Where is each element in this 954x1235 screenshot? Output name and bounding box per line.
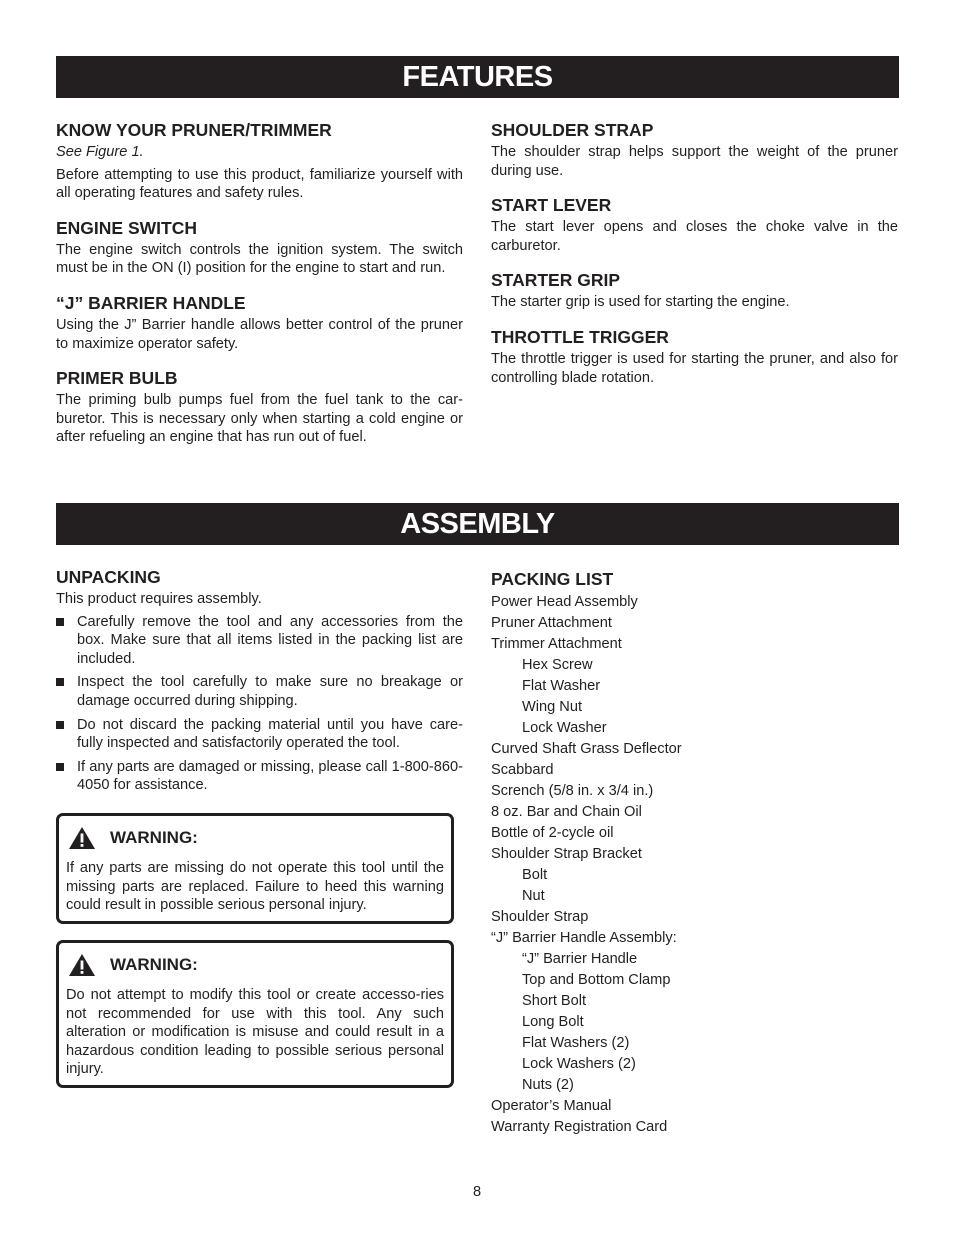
list-item: Nuts (2) [522,1077,574,1093]
warning-label: WARNING: [110,828,198,847]
list-item: Flat Washers (2) [522,1035,630,1051]
warning-label: WARNING: [110,955,198,974]
warning-triangle-icon [68,826,96,850]
section-heading: PRIMER BULB [56,368,178,389]
assembly-banner: ASSEMBLY [56,503,899,545]
section-text: The start lever opens and closes the choke valve in the carburetor. [491,219,898,254]
list-item: Long Bolt [522,1014,584,1030]
list-item: Do not discard the packing material until you have care-fully inspected and satisfactorily operated the tool. [56,716,463,753]
list-item: Shoulder Strap Bracket [491,846,642,862]
list-item: Lock Washers (2) [522,1056,636,1072]
list-item: Shoulder Strap [491,909,589,925]
list-item: Hex Screw [522,657,593,673]
section-text: The shoulder strap helps support the weight of the pruner during use. [491,144,898,179]
bullet-square-icon [56,721,64,729]
barrier-handle-section [56,293,463,353]
unpacking-section [56,567,463,800]
list-item: Inspect the tool carefully to make sure no breakage or damage occurred during shipping. [56,673,463,710]
section-heading: START LEVER [491,195,612,216]
figure-reference: See Figure 1. [56,144,144,160]
features-right-column [491,120,898,402]
warning-header [68,953,444,977]
throttle-trigger-section [491,327,898,387]
warning-box-missing-parts [56,813,454,924]
engine-switch-section [56,218,463,278]
list-item: Flat Washer [522,678,601,694]
warning-box-modification [56,940,454,1088]
section-heading: PACKING LIST [491,569,614,589]
list-item: Nut [522,888,545,904]
shoulder-strap-section [491,120,898,180]
list-item: Warranty Registration Card [491,1119,668,1135]
section-heading: STARTER GRIP [491,270,620,291]
unpacking-bullets [56,613,463,795]
section-text: The starter grip is used for starting the engine. [491,294,790,311]
list-item: Power Head Assembly [491,594,638,610]
list-item: Wing Nut [522,699,583,715]
section-text: Before attempting to use this product, familiarize yourself with all operating features and safety rules. [56,166,463,202]
know-your-pruner-section [56,120,463,203]
section-heading: KNOW YOUR PRUNER/TRIMMER [56,120,332,140]
section-heading: UNPACKING [56,567,161,587]
section-text: The throttle trigger is used for starting the pruner, and also for controlling blade rotation. [491,350,898,386]
features-left-column [56,120,463,462]
list-item: Operator’s Manual [491,1098,612,1114]
warning-text: Do not attempt to modify this tool or create accesso-ries not recommended for use with this tool. Any such alteration or modification is misuse and could result in a hazardous condition leading to possible serious personal injury. [66,987,444,1078]
section-heading: SHOULDER STRAP [491,120,654,140]
bullet-square-icon [56,618,64,626]
list-item: “J” Barrier Handle Assembly: [491,930,677,946]
list-item: Trimmer Attachment [491,636,622,652]
list-item: Bottle of 2-cycle oil [491,825,614,841]
section-text: The priming bulb pumps fuel from the fuel tank to the car-buretor. This is necessary only when starting a cold engine or after refueling an engine that has run out of fuel. [56,392,463,446]
starter-grip-section [491,270,898,312]
start-lever-section [491,195,898,255]
bullet-square-icon [56,678,64,686]
section-heading: THROTTLE TRIGGER [491,326,669,347]
list-item: Bolt [522,867,548,883]
primer-bulb-section [56,368,463,447]
list-item: Pruner Attachment [491,615,612,631]
page-number: 8 [472,1184,482,1200]
section-text: The engine switch controls the ignition system. The switch must be in the ON (I) position for the engine to start and run. [56,241,463,277]
unpacking-intro: This product requires assembly. [56,591,262,607]
list-item: If any parts are damaged or missing, please call 1-800-860-4050 for assistance. [56,758,463,795]
packing-list-section [491,569,898,1138]
section-heading: “J” BARRIER HANDLE [56,292,246,313]
packing-list [491,592,898,1138]
bullet-square-icon [56,763,64,771]
section-text: Using the J” Barrier handle allows better control of the pruner to maximize operator safety. [56,316,463,352]
features-banner: FEATURES [56,56,899,98]
list-item: Short Bolt [522,993,587,1009]
list-item: Scrench (5/8 in. x 3/4 in.) [491,783,654,799]
list-item: Top and Bottom Clamp [522,972,671,988]
list-item: Carefully remove the tool and any accessories from the box. Make sure that all items listed in the packing list are included. [56,613,463,669]
list-item: Lock Washer [522,720,607,736]
section-heading: ENGINE SWITCH [56,217,197,238]
warning-header [68,826,444,850]
list-item: Curved Shaft Grass Deflector [491,741,682,757]
warning-triangle-icon [68,953,96,977]
list-item: Scabbard [491,762,554,778]
warning-text: If any parts are missing do not operate this tool until the missing parts are replaced. Failure to heed this warning could result in possible serious personal injury. [66,860,444,914]
list-item: “J” Barrier Handle [522,951,638,967]
list-item: 8 oz. Bar and Chain Oil [491,804,642,820]
